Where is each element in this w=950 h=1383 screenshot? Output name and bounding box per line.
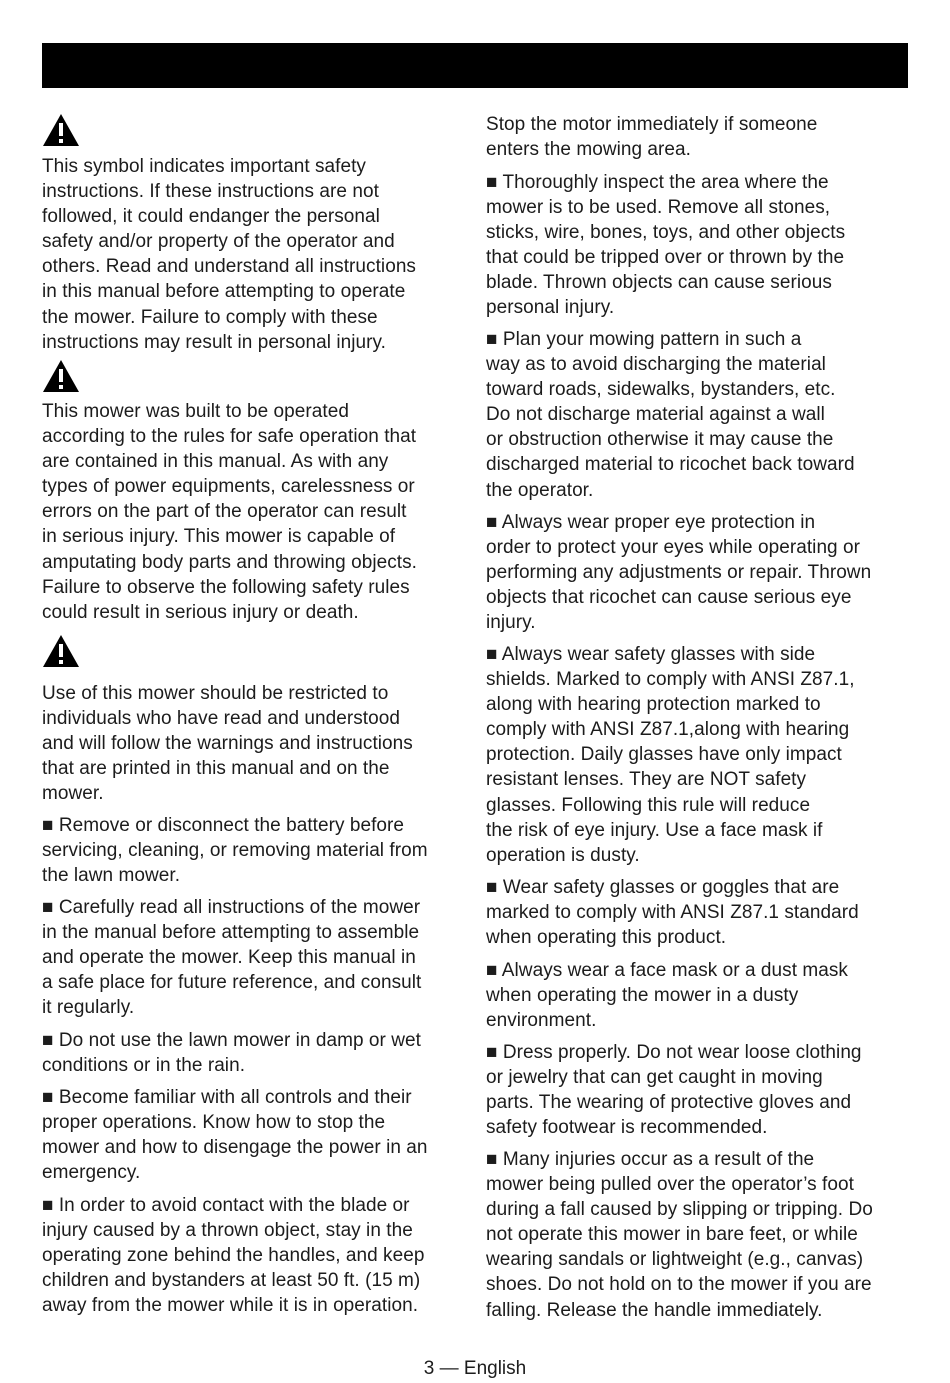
- list-item: ■ Thoroughly inspect the area where the mower is to be used. Remove all stones, sticks, wire, bones, toys, and other objects that could be tripped over or thrown by the blade. Thrown objects can cause serious personal injury.: [486, 172, 846, 319]
- safety-symbol-paragraph: This symbol indicates important safety instructions. If these instructions are not followed, it could endanger the personal safety and/or property of the operator and others. Read and understand all instructions in this manual before attempting to operate the mower. Failure to comply with these instructions may result in personal injury.: [42, 156, 416, 353]
- list-item: ■ Always wear proper eye protection in order to protect your eyes while operating or performing any adjustments or repair. Thrown objects that ricochet can cause serious eye injury.: [486, 512, 872, 634]
- list-item: ■ Remove or disconnect the battery before servicing, cleaning, or removing material from the lawn mower.: [42, 815, 428, 887]
- warning-triangle-icon: [42, 359, 80, 393]
- warning-paragraph: This mower was built to be operated according to the rules for safe operation that are contained in this manual. As with any types of power equipments, carelessness or errors on the part of the operator can result in serious injury. This mower is capable of amputating body parts and throwing objects. Failure to observe the following safety rules could result in serious injury or death.: [42, 401, 417, 623]
- list-item: ■ Wear safety glasses or goggles that are marked to comply with ANSI Z87.1 standard when operating this product.: [486, 877, 859, 949]
- header-bar: [42, 43, 908, 88]
- list-item: ■ Many injuries occur as a result of the mower being pulled over the operator’s foot during a fall caused by slipping or tripping. Do not operate this mower in bare feet, or while wearing sandals or lightweight (e.g., canvas) shoes. Do not hold on to the mower if you are falling. Release the handle immediately.: [486, 1149, 873, 1321]
- list-item: ■ In order to avoid contact with the blade or injury caused by a thrown object, stay in the operating zone behind the handles, and keep children and bystanders at least 50 ft. (15 m) away from the mower while it is in operation.: [42, 1195, 425, 1317]
- list-item: ■ Do not use the lawn mower in damp or wet conditions or in the rain.: [42, 1030, 421, 1077]
- restriction-paragraph: Use of this mower should be restricted to individuals who have read and understood and will follow the warnings and instructions that are printed in this manual and on the mower.: [42, 683, 413, 805]
- list-item: ■ Always wear a face mask or a dust mask when operating the mower in a dusty environment.: [486, 960, 848, 1032]
- warning-triangle-icon: [42, 634, 80, 668]
- list-item: ■ Dress properly. Do not wear loose clothing or jewelry that can get caught in moving parts. The wearing of protective gloves and safety footwear is recommended.: [486, 1042, 862, 1139]
- warning-triangle-icon: [42, 113, 80, 147]
- list-item: ■ Plan your mowing pattern in such a way as to avoid discharging the material toward roads, sidewalks, bystanders, etc. Do not discharge material against a wall or obstruction otherwise it may cause the discharged material to ricochet back toward the operator.: [486, 329, 855, 501]
- page-footer: 3 — English: [423, 1358, 527, 1379]
- list-item: ■ Become familiar with all controls and their proper operations. Know how to stop the mower and how to disengage the power in an emergency.: [42, 1087, 428, 1184]
- list-item: ■ Carefully read all instructions of the mower in the manual before attempting to assemble and operate the mower. Keep this manual in a safe place for future reference, and consult it regularly.: [42, 897, 422, 1019]
- stop-motor-paragraph: Stop the motor immediately if someone enters the mowing area.: [486, 114, 818, 161]
- list-item: ■ Always wear safety glasses with side shields. Marked to comply with ANSI Z87.1, along with hearing protection marked to comply with ANSI Z87.1,along with hearing protection. Daily glasses have only impact resistant lenses. They are NOT safety glasses. Following this rule will reduce the risk of eye injury. Use a face mask if operation is dusty.: [486, 644, 855, 866]
